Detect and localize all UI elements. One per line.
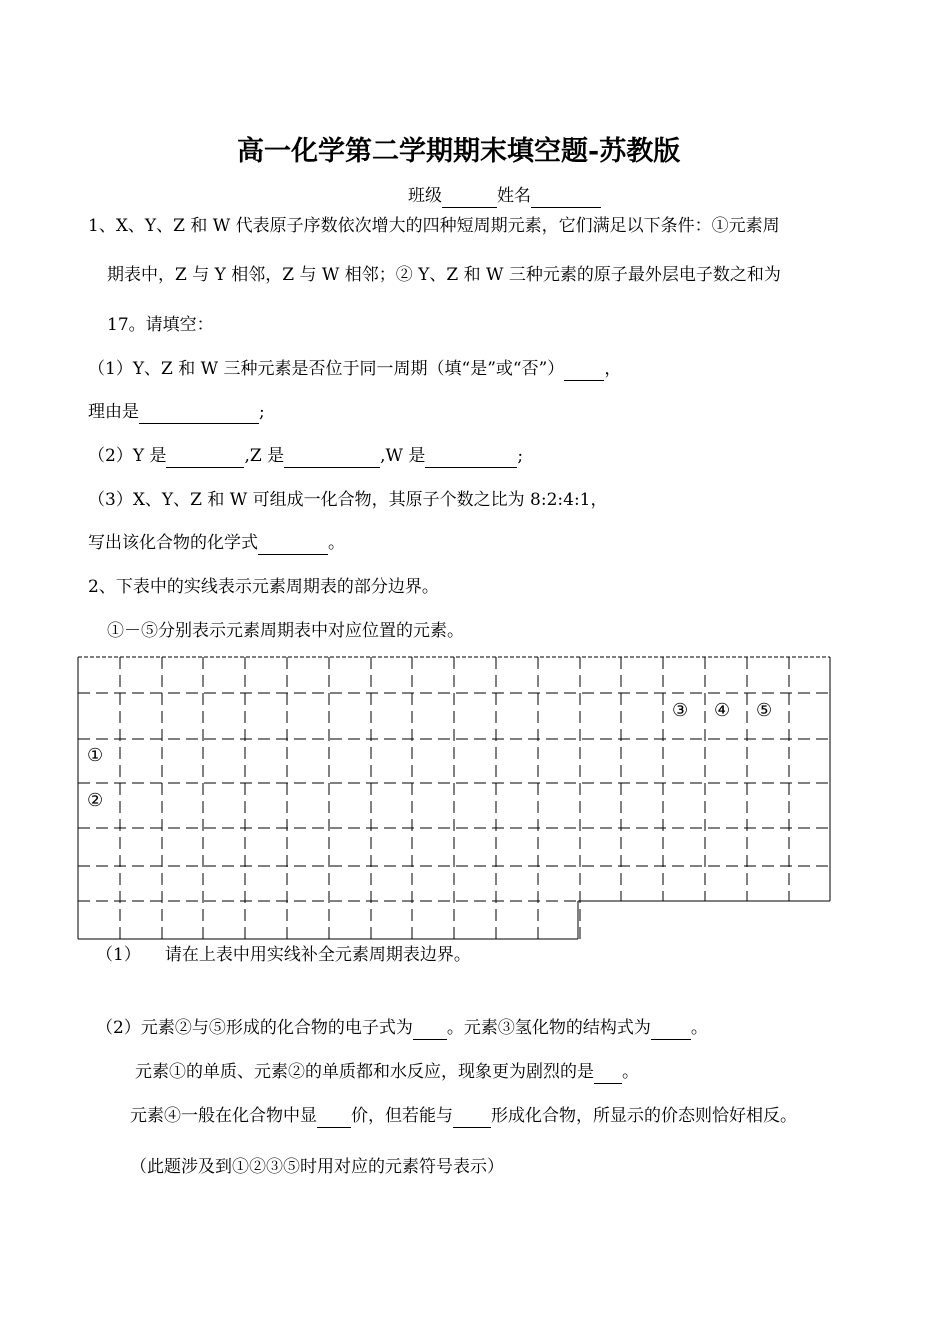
q2-sub2-line2	[135, 1061, 639, 1084]
q1-part1b-end: ;	[259, 402, 265, 422]
q2-note: （此题涉及到①②③⑤时用对应的元素符号表示）	[130, 1157, 504, 1177]
class-label: 班级	[408, 186, 442, 206]
q2-sub2-line3	[130, 1105, 797, 1128]
q2-sub2-line1	[96, 1017, 708, 1040]
q1-line3: 17。请填空：	[107, 315, 214, 335]
cell-element-2: ②	[87, 790, 104, 811]
q1-part3b-end: 。	[328, 533, 345, 553]
q2-sub1	[96, 944, 471, 966]
q2-sub2-blank3[interactable]	[594, 1061, 622, 1084]
q2-sub2-line3b: 价，但若能与	[351, 1106, 453, 1126]
q2-sub2-line3a: 元素④一般在化合物中显	[130, 1106, 317, 1126]
q1-part1a-end: ，	[604, 359, 622, 379]
q2-sub2-blank1[interactable]	[413, 1017, 447, 1040]
q1-part1a-text: （1）Y、Z 和 W 三种元素是否位于同一周期（填“是”或“否”）	[88, 359, 565, 379]
cell-element-3: ③	[672, 700, 689, 721]
cell-element-4: ④	[714, 700, 731, 721]
q2-sub1-text: 请在上表中用实线补全元素周期表边界。	[164, 945, 471, 965]
cell-element-5: ⑤	[756, 700, 773, 721]
q2-sub1-num: （1）	[96, 945, 141, 965]
q1-part3b-text: 写出该化合物的化学式	[88, 533, 258, 553]
q1-line2: 期表中，Z 与 Y 相邻，Z 与 W 相邻；② Y、Z 和 W 三种元素的原子最外层电子数之和为	[107, 265, 781, 285]
q1-part2-y: （2）Y 是	[88, 446, 167, 466]
q2-sub2-line2b: 。	[622, 1062, 639, 1082]
q1-part3a: （3）X、Y、Z 和 W 可组成一化合物，其原子个数之比为 8:2:4:1，	[88, 490, 608, 510]
q1-part1b-text: 理由是	[88, 402, 139, 422]
cell-element-1: ①	[87, 745, 104, 766]
q2-sub2-blank4[interactable]	[317, 1105, 351, 1128]
page-title: 高一化学第二学期期末填空题-苏教版	[237, 136, 681, 167]
q2-sub2-b: 。元素③氢化物的结构式为	[446, 1018, 651, 1038]
q2-sub2-blank2[interactable]	[651, 1017, 691, 1040]
name-label: 姓名	[497, 186, 531, 206]
q2-line2: ①－⑤分别表示元素周期表中对应位置的元素。	[107, 621, 464, 641]
q2-line1: 2、下表中的实线表示元素周期表的部分边界。	[88, 577, 439, 597]
q2-sub2-line2a: 元素①的单质、元素②的单质都和水反应，现象更为剧烈的是	[135, 1062, 594, 1082]
q1-line1: 1、X、Y、Z 和 W 代表原子序数依次增大的四种短周期元素，它们满足以下条件：①元素周	[88, 216, 780, 236]
q1-part2-w: ,W 是	[380, 446, 426, 466]
q2-sub2-blank5[interactable]	[453, 1105, 491, 1128]
q2-sub2-c: 。	[690, 1018, 708, 1038]
q1-part2-end: ;	[517, 446, 524, 466]
q1-part2-z: ,Z 是	[244, 446, 285, 466]
q2-sub2-line3c: 形成化合物，所显示的价态则恰好相反。	[491, 1106, 797, 1126]
q2-sub2-a: （2）元素②与⑤形成的化合物的电子式为	[96, 1018, 413, 1038]
